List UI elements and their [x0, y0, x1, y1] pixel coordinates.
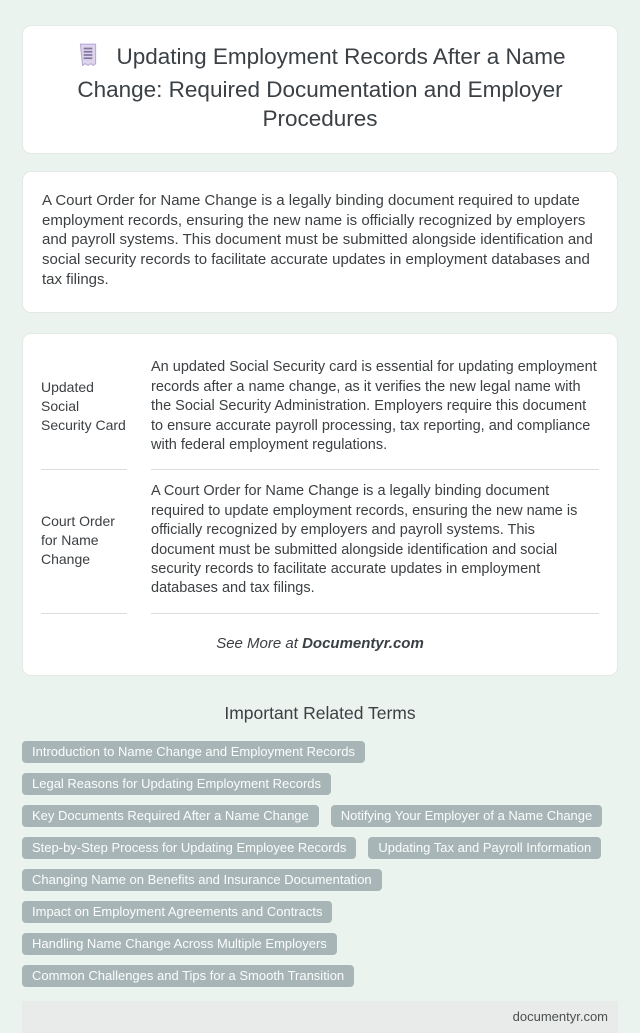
- footer-bar: [22, 1001, 618, 1033]
- receipt-icon: [75, 42, 101, 75]
- page-title: [51, 42, 589, 133]
- term-cell: Court Order for Name Change: [41, 470, 127, 614]
- related-term-tag[interactable]: Key Documents Required After a Name Change: [22, 805, 319, 827]
- related-term-tag[interactable]: Impact on Employment Agreements and Contracts: [22, 901, 332, 923]
- related-term-tag[interactable]: Legal Reasons for Updating Employment Records: [22, 773, 331, 795]
- table-row: [41, 470, 599, 614]
- title-card: [22, 25, 618, 154]
- related-term-tag[interactable]: Handling Name Change Across Multiple Employers: [22, 933, 337, 955]
- related-term-tag[interactable]: Step-by-Step Process for Updating Employee Records: [22, 837, 356, 859]
- related-term-tag[interactable]: Introduction to Name Change and Employment Records: [22, 741, 365, 763]
- footer-site-label: documentyr.com: [512, 1009, 608, 1025]
- related-terms-list: [22, 741, 618, 987]
- related-terms-heading: Important Related Terms: [224, 702, 416, 723]
- intro-card: [22, 171, 618, 313]
- table-row: [41, 346, 599, 470]
- related-term-tag[interactable]: Changing Name on Benefits and Insurance Documentation: [22, 869, 382, 891]
- related-term-tag[interactable]: Common Challenges and Tips for a Smooth Transition: [22, 965, 354, 987]
- page-title-text: Updating Employment Records After a Name Change: Required Documentation and Employer Procedures: [77, 44, 566, 132]
- documents-table: [41, 346, 599, 614]
- description-cell: A Court Order for Name Change is a legally binding document required to update employment records, ensuring the new name is officially recognized by employers and payroll systems. This document must be submitted alongside identification and social security records to facilitate accurate updates in employment databases and tax filings.: [151, 470, 599, 614]
- description-cell: An updated Social Security card is essential for updating employment records after a name change, as it verifies the new legal name with the Social Security Administration. Employers require this document to ensure accurate payroll processing, tax reporting, and compliance with federal employment regulations.: [151, 346, 599, 470]
- documents-card: [22, 333, 618, 676]
- see-more-prefix: See More at: [216, 634, 298, 652]
- see-more-line: [41, 614, 599, 659]
- related-term-tag[interactable]: Notifying Your Employer of a Name Change: [331, 805, 602, 827]
- term-cell: Updated Social Security Card: [41, 346, 127, 470]
- column-gap: [127, 470, 151, 614]
- column-gap: [127, 346, 151, 470]
- related-term-tag[interactable]: Updating Tax and Payroll Information: [368, 837, 601, 859]
- see-more-site: Documentyr.com: [302, 634, 424, 652]
- intro-text: A Court Order for Name Change is a legally binding document required to update employment records, ensuring the new name is officially recognized by employers and payroll systems. This document must be submitted alongside identification and social security records to facilitate accurate updates in employment databases and tax filings.: [42, 192, 593, 288]
